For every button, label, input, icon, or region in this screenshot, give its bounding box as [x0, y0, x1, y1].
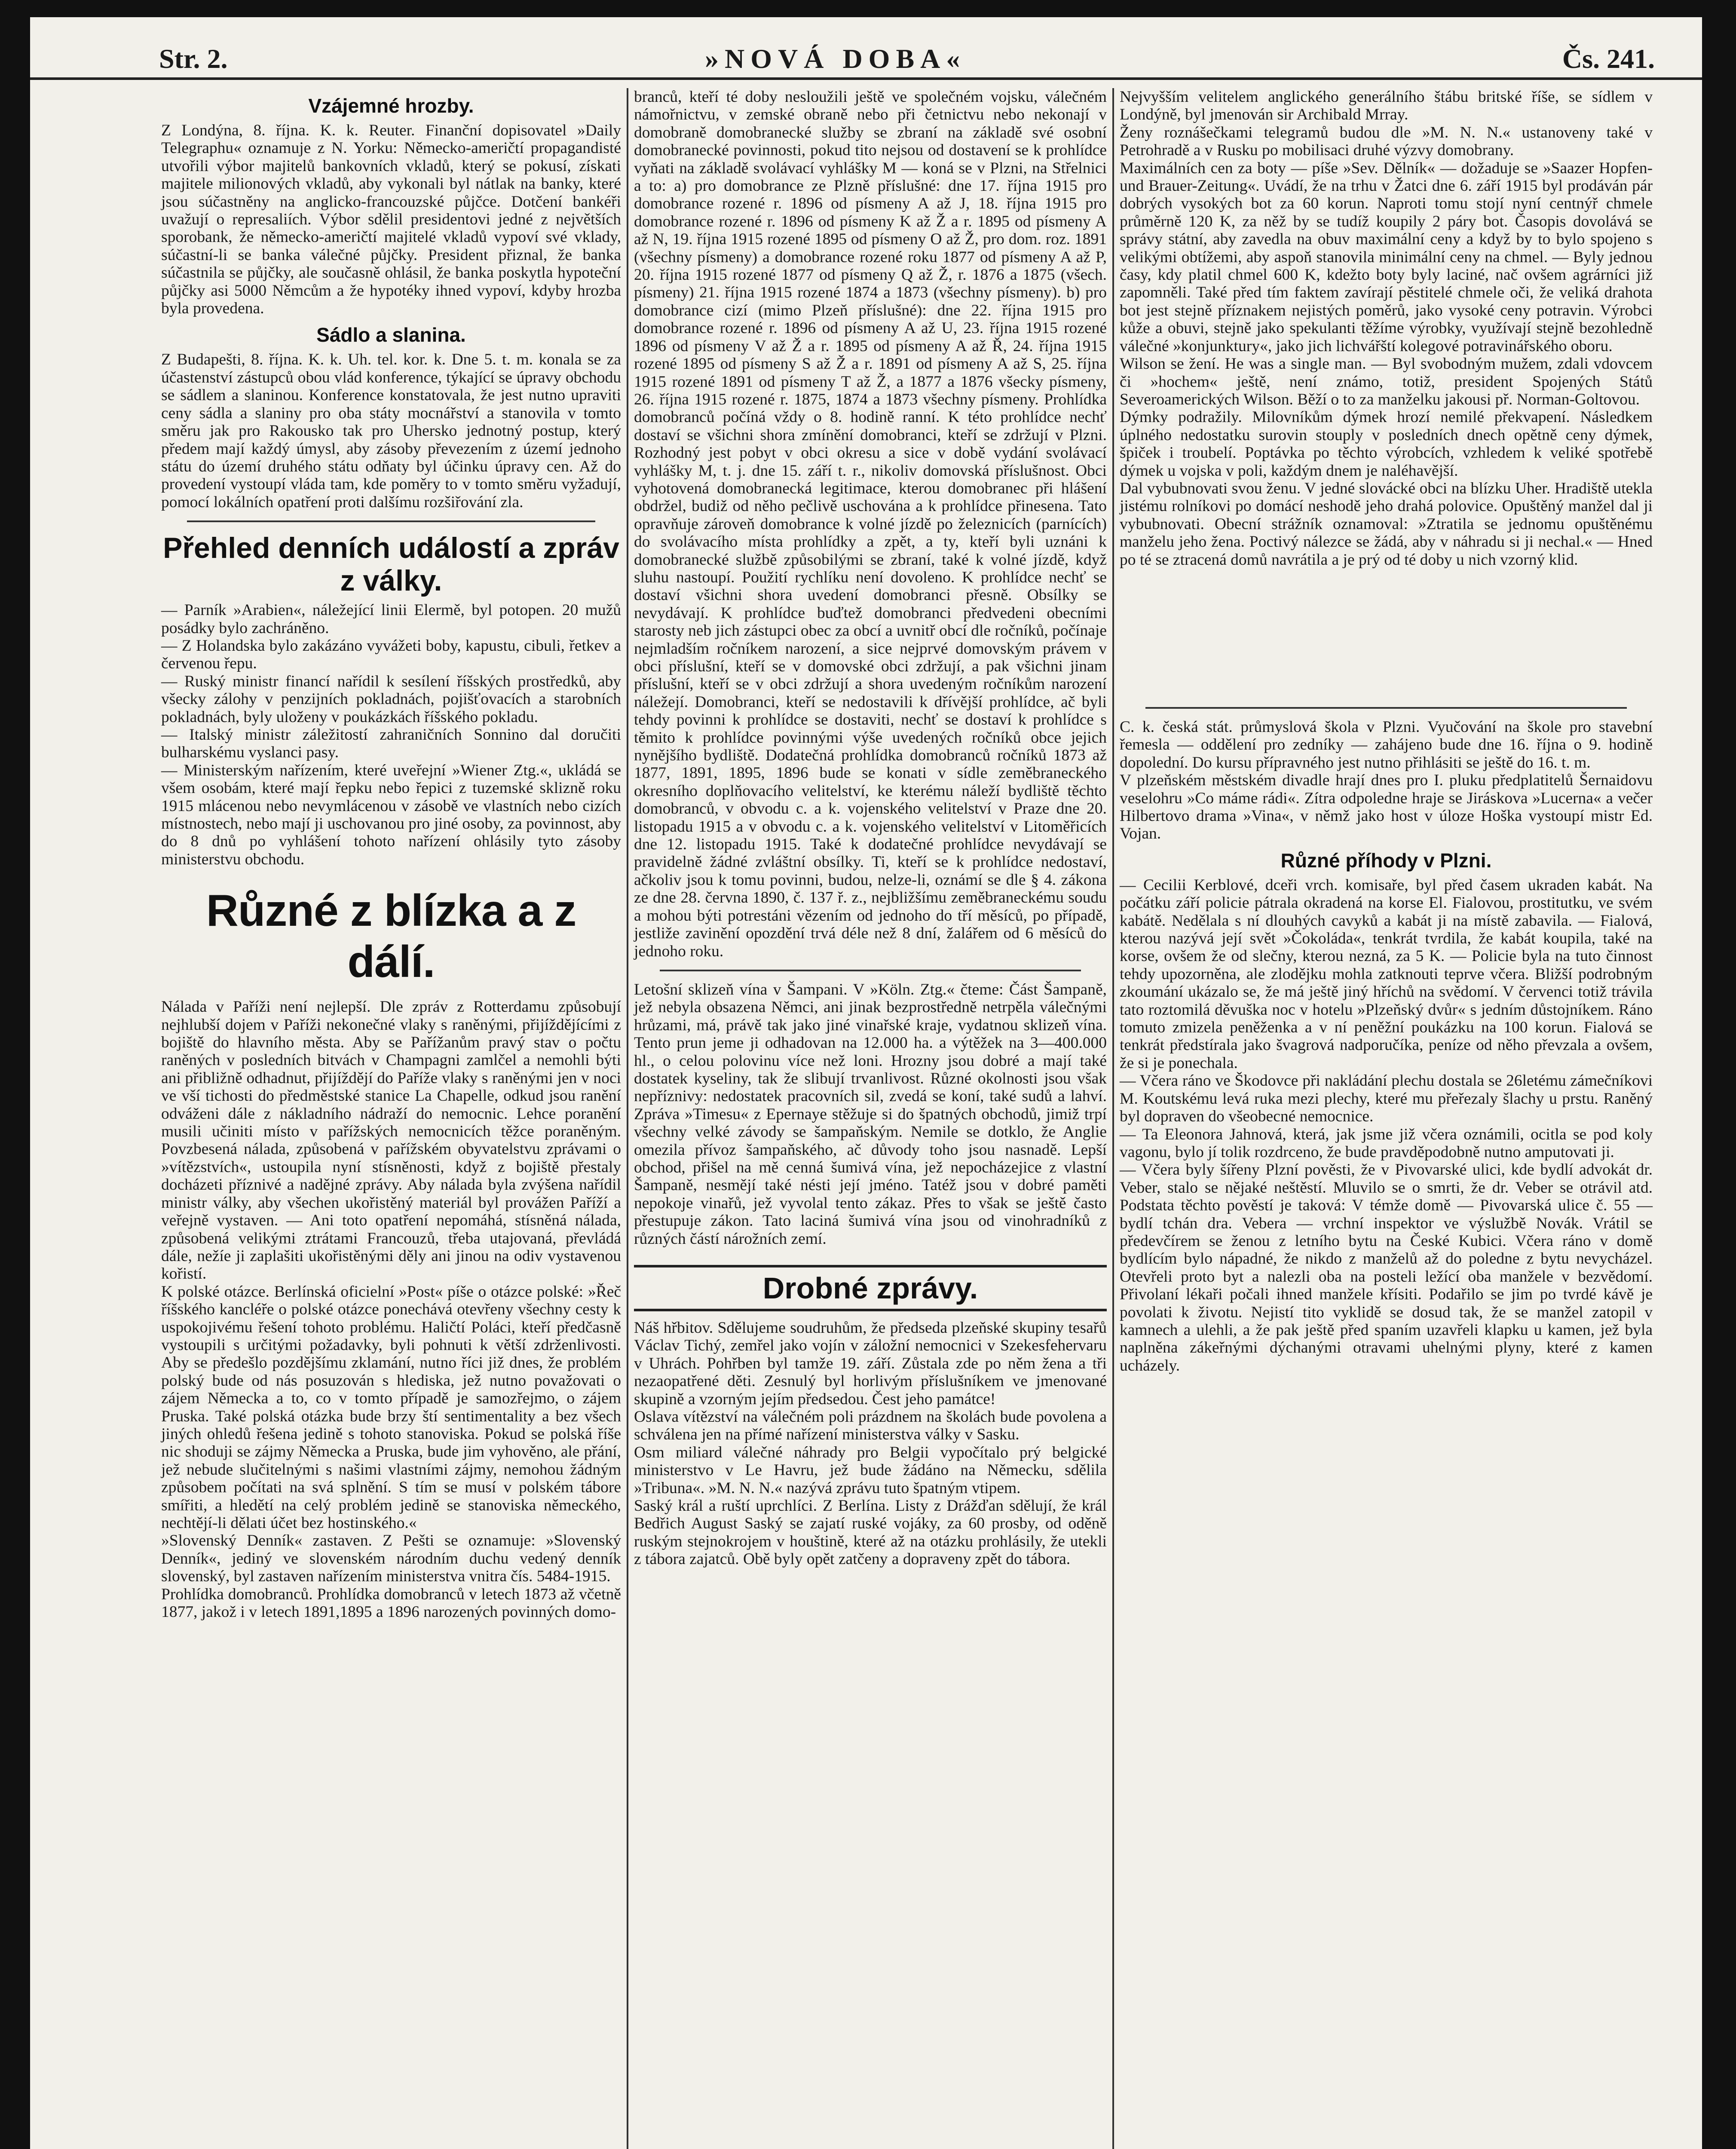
masthead: »NOVÁ DOBA« — [705, 43, 966, 74]
page-header — [30, 17, 1702, 80]
article-sklizen-vina: Letošní sklizeň vína v Šampani. V »Köln. Ztg.« čteme: Část Šampaně, jež nebyla obsazena Němci, ani jinak bezprostředně netrpěla válečnými hrůzami, má, právě tak jako jiné vinařské kraje, vydatnou sklizeň vína. Tento prun jeme ji odhadovan na 12.000 ha. a výtěžek na 3—400.000 hl., o celou polovinu více než loni. Hrozny jsou dobré a mají také dostatek kyseliny, tak že slibují trvanlivost. Různé okolnosti jsou však nepříznivy: nedostatek pracovních sil, zvedá se koní, také sudů a lahví. Zpráva »Timesu« z Epernaye stěžuje si do špatných obchodů, jimiž trpí všechny velké závody se šampaňským. Nemile se dotklo, že Anglie omezila přívoz šampaňského, ač důvody toho jsou nasnadě. Lepší obchod, přišel na mě cenná šumivá vína, jež nepocházejice z vlastní Šampaně, nesmějí také nésti její jméno. Tatéž jsou v dobré paměti nepokoje vinařů, jež vyvolal tento zákaz. Přes to však se ještě často přestupuje zákon. Tato laciná šumivá vína jsou od vinohradníků z různých částí nárožních zemí. — [634, 980, 1111, 1248]
blank-space — [1120, 569, 1653, 698]
heading-sadlo-a-slanina: Sádlo a slanina. — [316, 324, 466, 346]
column-3 — [1120, 88, 1653, 2149]
article-prohlidka-domobrancu: branců, kteří té doby nesloužili ještě ve společném vojsku, válečném námořnictvu, v zemské obraně nebo při četnictvu nebo nekonají v domobraně domobranecké služby se zbraní na základě své osobní domobranecké povinnosti, pokud tito nejsou od dostavení se k prohlídce vyňati na základě svolávací vyhlášky M — koná se v Plzni, na Střelnici a to: a) pro domobrance ze Plzně příslušné: dne 17. října 1915 pro domobrance rozené r. 1896 od písmeny A až J, 18. října 1915 pro domobrance rozené r. 1896 od písmeny K až Ž a r. 1895 od písmeny A až N, 19. října 1915 rozené 1895 od písmeny O až Ž, pro dom. roz. 1891 (všechny písmeny) a domobrance rozené roku 1877 od písmeny A až P, 20. října 1915 rozené 1877 od písmeny Q až Ž, r. 1876 a 1875 (všech. písmeny) 21. října 1915 rozené 1874 a 1873 (všechny písmeny). b) pro domobrance cizí (mimo Plzeň příslušné): dne 22. října 1915 pro domobrance rozené r. 1896 od písmeny A až U, 23. října 1915 rozené 1896 od písmeny V až Ž a r. 1895 od písmeny A až Ř, 24. října 1915 rozené 1895 od písmeny S až Ž a r. 1891 od písmeny A až S, 25. října 1915 rozené 1891 od písmeny T až Ž, a 1877 a 1876 všecky písmeny, 26. října 1915 rozené r. 1875, 1874 a 1873 všechny písmeny. Prohlídka domobranců počíná vždy o 8. hodině ranní. K této prohlídce nechť dostaví se všichni shora zmínění domobranci, kteří se zdržují v Plzni. Rozhodný jest pobyt v obci okresu a sice v době vydání svolávací vyhlášky M, t. j. dne 15. září t. r., nikoliv domovská příslušnost. Obci vyhotovená domobranecká legitimace, kterou domobranec při hlášení obdržel, budiž od něho pečlivě uschována a k prohlídce přinesena. Tato opravňuje zároveň domobrance k volné jízdě po železnicích (parnících) do svolávacího místa prohlídky a zpět, a ty, kteří byli uznáni k domobranecké službě způsobilými se zbraní, také k volné jízdě, když sluhu nastoupí. Použití rychlíku není dovoleno. K prohlídce nechť se dostaví všichni shora uvedení domobranci přesně. Obsílky se nevydávají. K prohlídce buďtež domobranci předvedeni obecními starosty neb jich zástupci obec za obcí a uvnitř obcí dle ročníků, počínaje nejmladším ročníkem narození, a sice nejprvé domovským právem v obci příslušní, kteří se v domovské obci zdržují, a pak všichni jinam příslušní, kteří se v obci zdržují a shora uvedeným ročníkům narození náležejí. Domobranci, kteří se nedostavili k dřívější prohlídce, ač byli tehdy povinni k prohlídce se dostaviti, nechť se dostaví k prohlídce s těmito k prohlídce povinnými výše uvedených ročníků obce jejich nynějšího bydliště. Dodatečná prohlídka domobranců ročníků 1873 až 1877, 1891, 1895, 1896 bude se konati v sídle zeměbraneckého okresního doplňovacího velitelství, ke kterému náleží bydliště těchto domobranců, v obvodu c. a k. vojenského velitelství v Praze dne 20. listopadu 1915 a v obvodu c. a k. vojenského velitelství v Litoměřicích dne 12. listopadu 1915. Také k dodatečné prohlídce nevydávají se pravidelně žádné zvláštní obsílky. Ti, kteří se k prohlídce nedostaví, ačkoliv jsou k tomu povinni, budou, nelze-li, oznámí se dle § 4. zákona ze dne 28. června 1890, č. 137 ř. z., nejbližšímu zeměbraneckému soudu a mohou býti potrestáni vězením od jednoho do tří měsíců, po případě, jestliže zavinění opozdění trvá déle než 8 dní, žalářem od 6 měsíců do jednoho roku. — [634, 88, 1111, 960]
article-ruzne-z-blizka: Nálada v Paříži není nejlepší. Dle zpráv z Rotterdamu způsobují nejhlubší dojem v Paříži nekonečné vlaky s raněnými, přijíždějícími z bojiště do hlavního města. Aby se Pařížanům pravý stav o počtu raněných v posledních bitvách v Champagni zamlčel a nemohli býti ani přibližně odhadnut, přijíždějí do Paříže vlaky s raněnými jen v noci ve vší tichosti do předměstské stanice La Chapelle, odkud jsou ranění odváženi dále z nákladního nádraží do nemocnic. Lehce poranění musili učiniti místo v pařížských nemocnicích těžce poraněným. Povzbesená nálada, způsobená v pařížském obyvatelstvu zprávami o »vítězstvích«, ustoupila nyní stísněnosti, když z bojiště přestaly docházeti příznivé a nadějné zprávy. Aby nálada byla zvýšena nařídil ministr války, aby všechen ukořistěný materiál byl provážen Paříží a veřejně vystaven. — Ani toto opatření nepomáhá, stísněná nálada, způsobená velikými ztrátami Francouzů, třeba utajovaná, převládá dále, nežíe ji zaplašiti ukořistěnými děly ani jinou na odiv vystavenou kořistí. K polské otázce. Berlínská oficielní »Post« píše o otázce polské: »Řeč říšského kancléře o polské otázce ponechává otevřeny všechny cesty k uspokojivému řešení tohoto problému. Haličtí Poláci, kteří předčasně vystoupili s určitými požadavky, byli pohnuti k větší zdrženlivosti. Aby se předešlo pozdějšímu zklamání, nutno říci již dnes, že problém polský bude od nás posuzován s hlediska, jež nutno považovati o zájem Německa a to, co v tomto případě je samozřejmo, o zájem Pruska. Také polská otázka bude brzy ští sentimentality a bez všech jiných ohledů řešena jedině s tohoto stanoviska. Pokud se polská říše nic shoduji se zájmy Německa a Pruska, bude jim vyhověno, ale přání, jež nebude slučitelnými s našimi vlastními zájmy, nemohou žádným způsobem počítati na svá splnění. S tím se musí v polském tábore smířiti, a hledětí na celý problém jedině se stanoviska německého, nechtějí-li dělati účet bez hostinského.« »Slovenský Denník« zastaven. Z Pešti se oznamuje: »Slovenský Denník«, jediný ve slovenském národním duchu vedený denník slovenský, byl zastaven nařízením ministerstva vnitra čís. 5484-1915. Prohlídka domobranců. Prohlídka domobranců v letech 1873 až včetně 1877, jakož i v letech 1891,1895 a 1896 narozených povinných domo- — [161, 998, 621, 1621]
divider — [1145, 707, 1627, 709]
column-2 — [634, 88, 1111, 2149]
article-ruzne-prihody: — Cecilii Kerblové, dceři vrch. komisaře, byl před časem ukraden kabát. Na počátku září policie pátrala okradená na korse El. Fialovou, prostitutku, ve svém kabátě. Nedělala s ní dlouhých cavyků a kabát ji na místě zabavila. — Fialová, kterou nazývá její svět »Čokoláda«, tenkrát tvrdila, že kabát koupila, také na korse, ovšem že od slečny, kterou nezná, za 5 K. — Policie byla na tuto činnost tehdy upozorněna, ale zlodějku mohla zatknouti teprve včera. Bližší podrobným zkoumání ukázalo se, že má ještě jiný hříchů na svědomí. V červenci totiž trávila tato roztomilá děvuška noc v hotelu »Plzeňský dvůr« s jedním důstojníkem. Ráno tomuto zmizela peněženka a v ní peněžní poukázku na 100 korun. Fialová se tenkrát předstírala jako švagrová nadporučíka, peníze od něho převzala a ovšem, že si je ponechala. — Včera ráno ve Škodovce při nakládání plechu dostala se 26letému zámečníkovi M. Koutskému levá ruka mezi plechy, které mu přeřezaly šlachy u prstu. Raněný byl dopraven do všeobecné nemocnice. — Ta Eleonora Jahnová, která, jak jsme již včera oznámili, ocitla se pod koly vagonu, bylo jí tolik rozdrceno, že bude pravděpodobně nutno amputovati ji. — Včera byly šířeny Plzní pověsti, že v Pivovarské ulici, kde bydlí advokát dr. Veber, stalo se nějaké neštěstí. Mluvilo se o smrti, že dr. Veber se otrávil atd. Podstata těchto pověstí je taková: V témže domě — Pivovarská ulice č. 55 — bydlí tchán dra. Vebera — vrchní inspektor ve výslužbě Novák. Vrátil se předevčírem se ženou z letního bytu na České Kubici. Včera ráno v domě bydlícím bylo nápadné, že nikdo z manželů až do poledne z bytu nevycházel. Otevřeli proto byt a nalezli oba na posteli ležící oba manžele v bezvědomí. Přivolaní lékaři počali ihned manžele křísiti. Podařilo se jim po tvrdé kávě je povolati k životu. Nejistí tito vyklidě se dosud tak, že se manžel zatopil v kamnech a ulehli, a že pak ještě před spaním uzavřeli klapku u kamen, jež byla naplněna zákeřnými dýchanými otravami uhelnými plyny, které z kamen ucházely. — [1120, 876, 1653, 1375]
heading-vzajemne-hrozby: Vzájemné hrozby. — [308, 95, 474, 117]
article-vzajemne-hrozby: Z Londýna, 8. října. K. k. Reuter. Finanční dopisovatel »Daily Telegraphu« oznamuje z N. Yorku: Německo-američtí propagandisté utvořili výbor majitelů bankovních vkladů, který se pokusí, získati majitele milionových vkladů, aby vykonali byl nátlak na banky, které jsou súčastněny na anglicko-francouzské půjčce. Dotčení bankéři uvažují o represaliích. Výbor sdělil presidentovi jedné z největších sporobank, že německo-američtí majitelé vkladů vypoví své vklady, súčastní-li se banka válečné půjčky. President přiznal, že banka súčastnila se půjčky, ale současně ohlásil, že banka poskytla hypoteční půjčky asi 5000 Němcům a že hypotéky ihned vypoví, kdyby hrozba byla provedena. — [161, 122, 625, 318]
heading-ruzne-z-blizka: Různé z blízka a z dálí. — [206, 886, 576, 987]
issue-number: Čs. 241. — [1562, 43, 1655, 74]
column-divider-2 — [1112, 88, 1114, 2149]
page-number: Str. 2. — [159, 43, 228, 74]
divider — [187, 520, 595, 522]
article-sadlo-a-slanina: Z Budapešti, 8. října. K. k. Uh. tel. kor. k. Dne 5. t. m. konala se za účastenství zástupců obou vlád konference, týkající se úpravy obchodu se sádlem a slaninou. Konference konstatovala, že jest nutno upraviti ceny sádla a slaniny pro oba státy mocnářství a stanovila v tomto směru jak pro Rakousko tak pro Uhersko jednotný postup, který předem mají každý úmysl, aby zásoby převezením z území jednoho státu do území druhého státu odňaty byl účinku úpravy cen. Až do provedení vystoupí vláda tam, kde poměry to v tomto směru vyžadují, pomocí lokálních opatření proti dalšímu rozšiřování zla. — [161, 351, 625, 511]
divider — [660, 970, 1081, 971]
article-prehled-udalosti: — Parník »Arabien«, náležející linii Elermě, byl potopen. 20 mužů posádky bylo zachráněno. — Z Holandska bylo zakázáno vyvážeti boby, kapustu, cibuli, řetkev a červenou řepu. — Ruský ministr financí nařídil k sesílení říšských prostředků, aby všecky zálohy v penzijních pokladnách, pojišťovacích a starobních pokladnách, byly uloženy v poukázkách říšského pokladu. — Italský ministr záležitostí zahraničních Sonnino dal doručiti bulharskému vyslanci pasy. — Ministerským nařízením, které uveřejní »Wiener Ztg.«, ukládá se všem osobám, které mají řepku nebo řepici z tuzemské sklizně roku 1915 mlácenou nebo nevymlácenou v zásobě ve vlastních nebo cizích místnostech, nebo mají ji uschovanou pro jiné osoby, za povinnost, aby do 8 dnů po vyhlášení tohoto nařízení ohlásily tyto zásoby ministerstvu obchodu. — [161, 601, 621, 868]
column-1 — [161, 88, 625, 2149]
heading-drobne-zpravy: Drobné zprávy. — [634, 1265, 1107, 1311]
heading-ruzne-prihody: Různé příhody v Plzni. — [1280, 849, 1492, 872]
column-divider-1 — [627, 88, 628, 2149]
heading-prehled-udalosti: Přehled denních událostí a zpráv z války. — [163, 532, 619, 597]
article-drobne-zpravy: Náš hřbitov. Sdělujeme soudruhům, že předseda plzeňské skupiny tesařů Václav Tichý, zemřel jako vojín v záložní nemocnici v Szekesfehervaru v Uhrách. Pohřben byl tamže 19. září. Zůstala zde po něm žena a tři nezaopatřené děti. Zesnulý byl horlivým příslušníkem ve jmenované skupině a vzorným jejím předsedou. Čest jeho památce! Oslava vítězství na válečném poli prázdnem na školách bude povolena a schválena jen na přímé nařízení ministerstva války v Sasku. Osm miliard válečné náhrady pro Belgii vypočítalo prý belgické ministerstvo v Le Havru, jež bude žádáno na Německu, sdělila »Tribuna«. »M. N. N.« nazývá zprávu tuto špatným vtipem. Saský král a ruští uprchlíci. Z Berlína. Listy z Drážďan sdělují, že král Bedřich August Saský se zajatí ruské vojáky, za 60 prosby, od oděně ruským stejnokrojem v houštině, které až na otázku prohlásily, že utekli z tábora zajatců. Obě byly opět zatčeny a dopraveny zpět do tábora. — [634, 1319, 1107, 1568]
article-skola-divadlo: C. k. česká stát. průmyslová škola v Plzni. Vyučování na škole pro stavební řemesla — oddělení pro zedníky — zahájeno bude dne 16. října o 9. hodině dopolední. Do kursu přípravného jest nutno přihlásiti se ještě do 16. t. m. V plzeňském městském divadle hrají dnes pro I. pluku předplatitelů Šernaidovu veselohru »Co máme rádi«. Zítra odpoledne hraje se Jiráskova »Lucerna« a večer Hilbertovo drama »Vina«, v němž jako host v úloze Hoška vystoupí mistr Ed. Vojan. — [1120, 718, 1653, 843]
newspaper-page — [30, 17, 1702, 2149]
article-short-news: Nejvyšším velitelem anglického generálního štábu britské říše, se sídlem v Londýně, byl jmenován sir Archibald Mrray. Ženy roznášečkami telegramů budou dle »M. N. N.« ustanoveny také v Petrohradě a v Rusku po mobilisaci druhé výzvy domobrany. Maximálních cen za boty — píše »Sev. Dělník« — dožaduje se »Saazer Hopfen- und Brauer-Zeitung«. Uvádí, že na trhu v Žatci dne 6. září 1915 byl prodáván pár dobrých vysokých bot za 60 korun. Naproti tomu stojí nyní centnýř chmele průměrně 120 K, za něž by se tudíž koupily 2 páry bot. Časopis dovolává se správy státní, aby zavedla na obuv maximální ceny a když by to bylo spojeno s velikými obtížemi, aby aspoň stanovila minimální ceny na chmel. — Byly jednou časy, kdy platil chmel 600 K, kdežto boty byly laciné, nač ovšem agrárníci již zapomněli. Také před tím faktem zavírají pěstitelé chmele oči, že veliká drahota bot jest stejně příznakem nejistých poměrů, jako vysoké ceny potravin. Výrobci kůže a obuvi, stejně jako spekulanti těžíme výrobky, využívají stejně bezohledně válečné »konjunktury«, jako jich lichvářští kolegové potravinářského oboru. Wilson se žení. He was a single man. — Byl svobodným mužem, zdali vdovcem či »hochem« ještě, není známo, totiž, president Spojených Států Severoamerických Wilson. Běží o to za manželku jakousi př. Norman-Goltovou. Dýmky podražily. Milovníkům dýmek hrozí nemilé překvapení. Následkem úplného nedostatku surovin stouply v posledních dnech opětně ceny dýmek, špiček i troubelí. Poptávka po těchto výrobcích, vzhledem k veliké spotřebě dýmek u vojska v poli, každým dnem je naléhavější. Dal vybubnovati svou ženu. V jedné slovácké obci na blízku Uher. Hradiště utekla jistému rolníkovi po domácí neshodě jeho drahá polovice. Opuštěný manžel dal ji vybubnovati. Obecní strážník oznamoval: »Ztratila se jednomu opuštěnému manželu jeho žena. Poctivý nálezce se žádá, aby v náhradu si ji nechal.« — Hned po té se ztracená domů navrátila a je prý od té doby u nich vzorný klid. — [1120, 88, 1653, 569]
